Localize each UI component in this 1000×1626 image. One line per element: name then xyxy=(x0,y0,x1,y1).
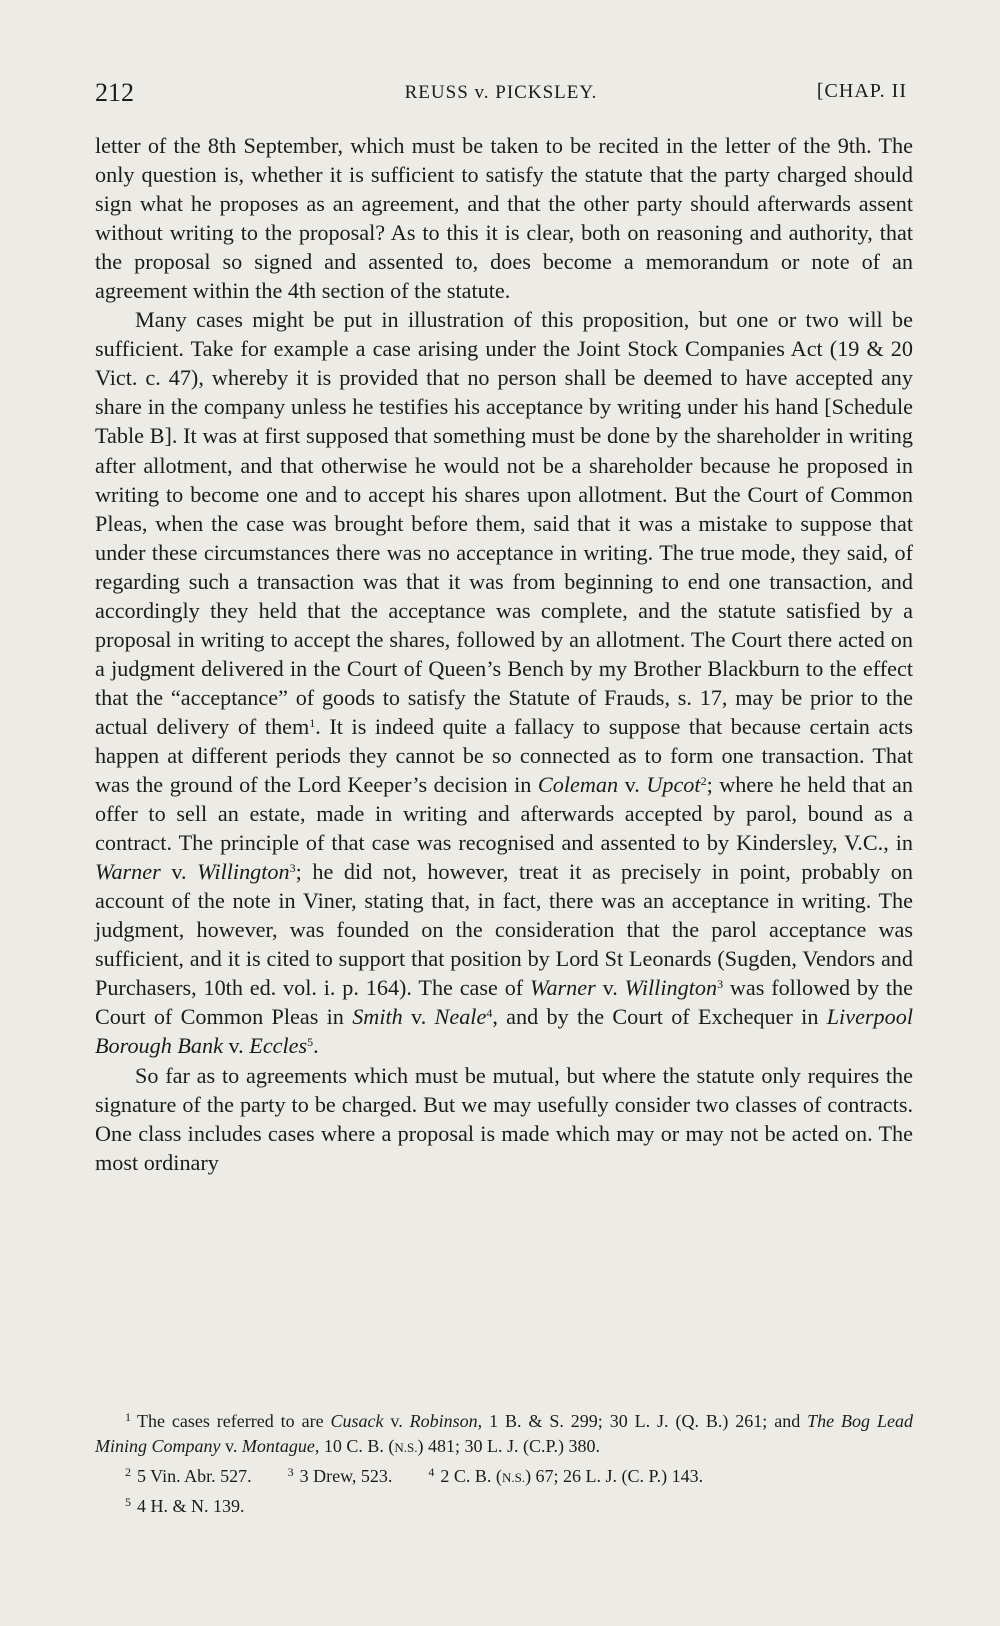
text-run: ; he did not, however, treat it as precisely in point, probably on account of the note in Viner, stating that, in fact, there was an acceptance in writing. The judgment, however, was founded on the consideration that the parol acceptance was sufficient, and it is cited to support that position by Lord St Leonards (Sugden, Vendors and Purchasers, 10th ed. vol. i. p. 164). The case of xyxy=(95,859,913,1001)
text-run: 3 Drew, 523. xyxy=(299,1466,393,1486)
footnote xyxy=(95,1405,913,1460)
case-name: Robinson xyxy=(409,1411,478,1431)
case-name: Warner xyxy=(95,859,161,885)
footnote xyxy=(95,1490,913,1519)
text-run: v. xyxy=(220,1436,242,1456)
small-caps-text: N.S. xyxy=(501,1470,526,1485)
running-title: REUSS v. PICKSLEY. xyxy=(404,82,598,103)
text-run: , and by the Court of Exchequer in xyxy=(492,1004,827,1030)
footnote-ref: 4 xyxy=(486,1006,493,1021)
paragraph xyxy=(95,1061,913,1177)
footnote-mark: 5 xyxy=(125,1495,131,1509)
footnote-mark: 3 xyxy=(287,1465,294,1479)
footnote-mark: 4 xyxy=(428,1465,435,1479)
text-run: v. xyxy=(222,1033,250,1059)
text-run: v. xyxy=(383,1411,410,1431)
case-name: Liverpool Borough Bank xyxy=(95,1004,913,1059)
text-run: , 1 B. & S. 299; 30 L. J. (Q. B.) 261; and xyxy=(477,1411,808,1431)
text-run: v. xyxy=(595,975,625,1001)
text-run: ; where he held that an offer to sell an estate, made in writing and afterwards accepted by parol, bound as a contract. The principle of that case was recognised and assented to by Kindersley, V.C., in xyxy=(95,772,913,856)
text-run: ) 67; 26 L. J. (C. P.) 143. xyxy=(525,1466,704,1486)
chapter-mark: [CHAP. II xyxy=(816,80,907,102)
footnote-ref: 3 xyxy=(717,977,724,992)
case-name: Smith xyxy=(352,1004,403,1030)
text-run: Many cases might be put in illustration of this proposition, but one or two will be sufficient. Take for example a case arising under the Joint Stock Companies Act (19 & 20 Vict. c. 47), whereby it is provided that no person shall be deemed to have accepted any share in the company unless he testifies his acceptance by writing under his hand [Schedule Table B]. It was at first supposed that something must be done by the shareholder in writing after allotment, and that otherwise he would not be a shareholder because he proposed in writing to become one and to accept his shares upon allotment. But the Court of Common Pleas, when the case was brought before them, said that it was a mistake to suppose that under these circumstances there was no acceptance in writing. The true mode, they said, of regarding such a transaction was that it was from beginning to end one transaction, and accordingly they held that the acceptance was complete, and the statute satisfied by a proposal in writing to accept the shares, followed by an allotment. The Court there acted on a judgment delivered in the Court of Queen’s Bench by my Brother Blackburn to the effect that the “acceptance” of goods to satisfy the Statute of Frauds, s. 17, may be prior to the actual delivery of them xyxy=(95,307,913,739)
case-name: The Bog Lead Mining Company xyxy=(95,1411,913,1456)
case-name: Eccles xyxy=(249,1033,308,1059)
text-run: v. xyxy=(160,859,198,885)
case-name: Willington xyxy=(197,859,290,885)
text-run: 2 C. B. ( xyxy=(440,1466,502,1486)
text-run: was followed by the Court of Common Pleas in xyxy=(95,975,914,1030)
text-run: The cases referred to are xyxy=(137,1411,331,1431)
text-run: letter of the 8th September, which must be taken to be recited in the letter of the 9th. The only question is, whether it is sufficient to satisfy the statute that the party charged should sign what he proposes as an agreement, and that the other party should afterwards assent without writing to the proposal? As to this it is clear, both on reasoning and authority, that the proposal so signed and assented to, does become a memorandum or note of an agreement within the 4th section of the statute. xyxy=(95,133,913,304)
footnote-ref: 5 xyxy=(307,1035,314,1050)
small-caps-text: N.S. xyxy=(394,1440,418,1455)
case-name: Cusack xyxy=(330,1411,384,1431)
footnote-ref: 2 xyxy=(700,774,707,789)
text-run: , 10 C. B. ( xyxy=(314,1436,395,1456)
text-run: v. xyxy=(402,1004,435,1030)
text-run: So far as to agreements which must be mutual, but where the statute only requires the signature of the party to be charged. But we may usefully consider two classes of contracts. One class includes cases where a proposal is made which may or may not be acted on. The most ordinary xyxy=(95,1062,913,1175)
case-name: Neale xyxy=(434,1004,487,1030)
case-name: Montague xyxy=(241,1436,315,1456)
text-run: . xyxy=(313,1033,319,1059)
text-run: . It is indeed quite a fallacy to suppose that because certain acts happen at different periods they cannot be so connected as to form one transaction. That was the ground of the Lord Keeper’s decision in xyxy=(95,713,913,798)
paragraph xyxy=(95,305,913,1060)
footnote xyxy=(95,1460,913,1490)
text-run: 4 H. & N. 139. xyxy=(137,1496,245,1516)
paragraph xyxy=(95,131,913,305)
footnotes xyxy=(95,1405,913,1519)
case-name: Upcot xyxy=(646,772,701,798)
footnote-mark: 2 xyxy=(125,1465,131,1479)
text-run: ) 481; 30 L. J. (C.P.) 380. xyxy=(417,1436,600,1456)
page-header xyxy=(95,78,907,118)
footnote-ref: 1 xyxy=(309,715,316,730)
case-name: Warner xyxy=(530,975,596,1001)
footnote-mark: 1 xyxy=(125,1410,131,1424)
text-run: v. xyxy=(618,772,647,798)
text-run: 5 Vin. Abr. 527. xyxy=(137,1466,252,1486)
body-text xyxy=(95,131,913,1177)
footnote-ref: 3 xyxy=(289,861,296,876)
page-number: 212 xyxy=(95,78,134,107)
case-name: Coleman xyxy=(537,772,619,798)
case-name: Willington xyxy=(624,975,718,1001)
